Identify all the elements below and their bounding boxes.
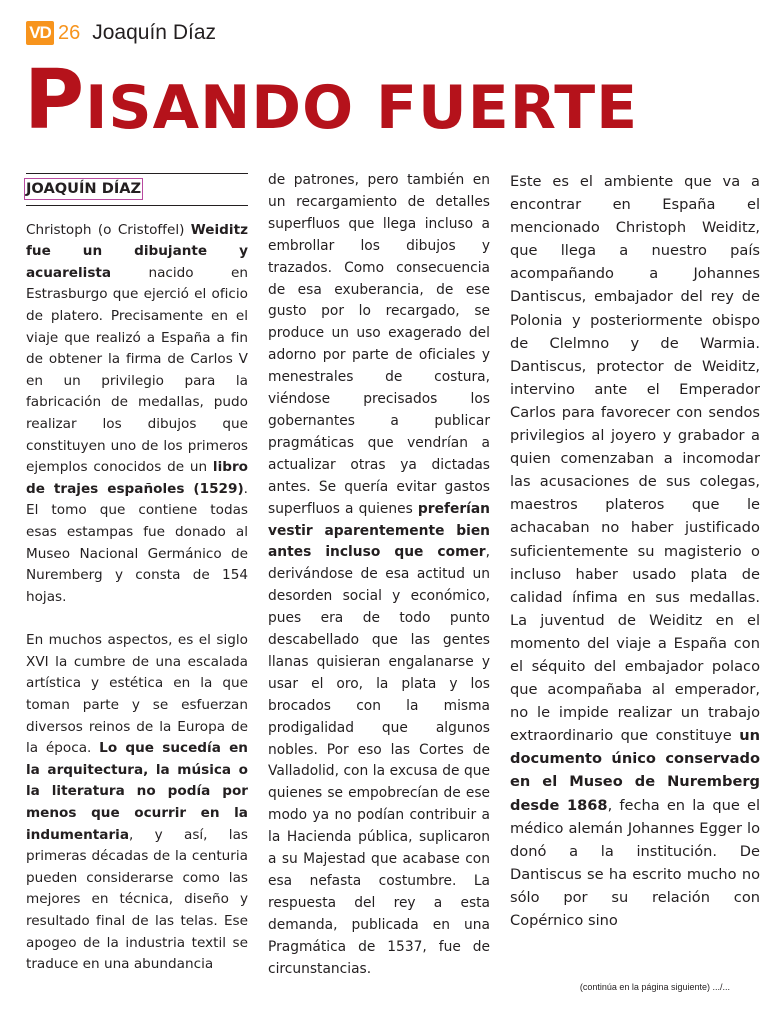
text-run: de patrones, pero también en un recargamiento de detalles superfluos que llega incluso a embrollar los dibujos y trazados. Como consecuencia de esa exuberancia, de ese gusto por lo recargado, se produce un uso exagerado del adorno por parte de oficiales y menestrales de costura, viéndose precisados los gobernantes a publicar pragmáticas que vendrían a actualizar otras ya dictadas antes. Se quería evitar gastos superfluos a quienes <box>268 172 490 517</box>
magazine-logo: VD <box>26 21 54 45</box>
paragraph-4 <box>510 170 760 932</box>
text-run: , derivándose de esa actitud un desorden social y económico, pues era de todo punto descabellado que las gentes llanas quisieran engalanarse y usar el oro, la plata y los brocados con la misma prodigalidad que algunos nobles. Por eso las Cortes de Valladolid, con la excusa de que quienes se empobrecían de ese modo ya no podían contribuir a la Hacienda pública, suplicaron a su Majestad que acabase con esa nefasta costumbre. La respuesta del rey a esta demanda, publicada en una Pragmática de 1537, fue de circunstancias. <box>268 544 490 977</box>
column-3 <box>510 170 760 932</box>
bold-run: Lo que sucedía en la arquitectura, la música o la literatura no podía por menos que ocurrir en la indumentaria <box>26 740 248 843</box>
page-header <box>26 20 216 46</box>
bold-run: Weiditz fue un dibujante y acuarelista <box>26 221 248 281</box>
bold-run: un documento único conservado en el Museo de Nuremberg desde 1868 <box>510 727 760 814</box>
continue-note: (continúa en la página siguiente) .../... <box>579 982 730 992</box>
byline-rule <box>26 173 248 206</box>
text-run: . El tomo que contiene todas esas estampas fue donado al Museo Nacional Germánico de Nuremberg y consta de 154 hojas. <box>26 480 248 605</box>
bold-run: libro de trajes españoles (1529) <box>26 459 248 497</box>
text-run: , fecha en la que el médico alemán Johannes Egger lo donó a la institución. De Dantiscus se ha escrito mucho no sólo por su relación con Copérnico sino <box>510 796 760 929</box>
title-rest: ISANDO FUERTE <box>85 73 639 143</box>
text-run: , y así, las primeras décadas de la centuria pueden considerarse como las mejores en técnica, diseño y resultado final de las telas. Ese apogeo de la industria textil se traduce en una abundancia <box>26 826 248 973</box>
byline: JOAQUÍN DÍAZ <box>26 180 142 197</box>
page-number: 26 <box>58 21 81 44</box>
paragraph-2 <box>26 630 248 976</box>
bold-run: preferían vestir aparentemente bien antes incluso que comer <box>268 500 490 561</box>
header-author: Joaquín Díaz <box>92 21 216 44</box>
text-run: En muchos aspectos, es el siglo XVI la cumbre de una escalada artística y estética en la que toman parte y se esfuerzan diversos reinos de la Europa de la época. <box>26 632 248 757</box>
column-1 <box>26 168 248 976</box>
column-2 <box>268 170 490 981</box>
paragraph-3 <box>268 170 490 981</box>
text-run: nacido en Estrasburgo que ejerció el oficio de platero. Precisamente en el viaje que realizó a España a fin de obtener la firma de Carlos V en un privilegio para la fabricación de medallas, pudo realizar los dibujos que constituyen uno de los primeros ejemplos conocidos de un <box>26 264 248 476</box>
title-first-letter: P <box>24 53 86 148</box>
text-run: Christoph (o Cristoffel) <box>26 221 191 238</box>
paragraph-1 <box>26 220 248 609</box>
article-title <box>24 53 754 148</box>
text-run: Este es el ambiente que va a encontrar en España el mencionado Christoph Weiditz, que llega a nuestro país acompañando a Johannes Dantiscus, embajador del rey de Polonia y posteriormente obispo de Clelmno y de Warmia. Dantiscus, protector de Weiditz, intervino ante el Emperador Carlos para favorecer con sendos privilegios al joyero y grabador a quien comenzaban a incomodar las acusaciones de sus colegas, maestros plateros que le achacaban no haber justificado suficientemente su magisterio o incluso haber usado plata de calidad ínfima en sus medallas. La juventud de Weiditz en el momento del viaje a España con el séquito del embajador polaco que acompañaba al emperador, no le impide realizar un trabajo extraordinario que constituye <box>510 173 760 745</box>
